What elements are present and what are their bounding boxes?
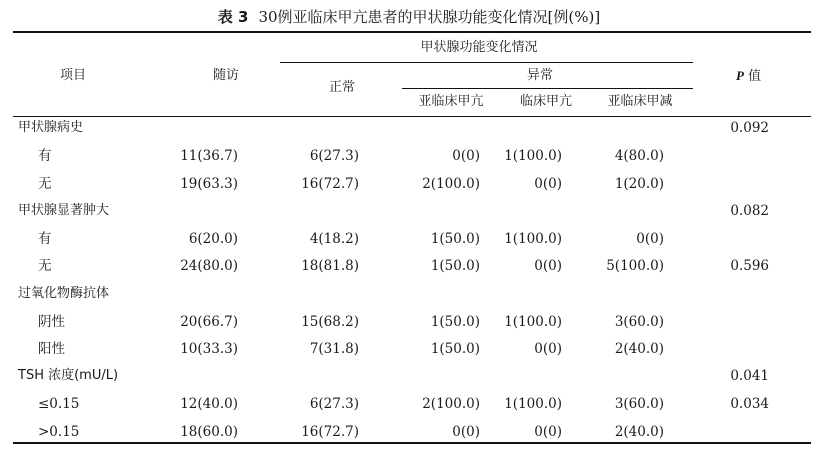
cell-sub-hyper: 2(100.0): [422, 176, 480, 192]
cell-sub-hyper: 1(50.0): [430, 258, 480, 274]
cell-p-value: 0.034: [730, 396, 769, 412]
cell-sub-hypo: 1(20.0): [614, 176, 664, 192]
cell-followup: 12(40.0): [180, 396, 238, 412]
cell-sub-hyper: 1(50.0): [430, 231, 480, 247]
cell-followup: 10(33.3): [180, 341, 238, 357]
row-sublabel: ≤0.15: [38, 396, 80, 412]
table-caption: [0, 6, 818, 27]
abnormal-underline: [402, 88, 693, 89]
table-label: 表 3: [217, 8, 249, 26]
cell-clin-hyper: 0(0): [534, 258, 562, 274]
header-item: 项目: [60, 68, 87, 83]
cell-sub-hypo: 4(80.0): [614, 148, 664, 164]
cell-sub-hyper: 1(50.0): [430, 341, 480, 357]
cell-sub-hypo: 3(60.0): [614, 314, 664, 330]
bottom-rule: [13, 442, 811, 444]
row-category-label: 过氧化物酶抗体: [18, 286, 110, 301]
row-sublabel: 阳性: [38, 341, 65, 357]
cell-sub-hyper: 1(50.0): [430, 314, 480, 330]
cell-p-value: 0.082: [730, 203, 769, 219]
row-sublabel: 有: [38, 148, 52, 164]
cell-normal: 15(68.2): [301, 314, 359, 330]
cell-normal: 6(27.3): [309, 148, 359, 164]
row-sublabel: 无: [38, 176, 52, 192]
header-p-value: P 值: [736, 68, 762, 84]
row-sublabel: 无: [38, 258, 52, 274]
cell-followup: 20(66.7): [180, 314, 238, 330]
header-sub-hyper: 亚临床甲亢: [418, 94, 484, 109]
cell-sub-hypo: 0(0): [636, 231, 664, 247]
header-normal: 正常: [328, 80, 356, 95]
cell-clin-hyper: 0(0): [534, 176, 562, 192]
cell-sub-hypo: 2(40.0): [614, 341, 664, 357]
cell-normal: 16(72.7): [301, 424, 359, 440]
header-sub-hypo: 亚临床甲减: [607, 94, 673, 109]
header-abnormal: 异常: [526, 68, 554, 83]
table-title: 30例亚临床甲亢患者的甲状腺功能变化情况[例(%)]: [258, 8, 601, 26]
cell-clin-hyper: 1(100.0): [504, 148, 562, 164]
cell-normal: 18(81.8): [301, 258, 359, 274]
header-clin-hyper: 临床甲亢: [519, 94, 573, 109]
cell-p-value: 0.092: [730, 120, 769, 136]
header-group: 甲状腺功能变化情况: [420, 40, 538, 55]
cell-followup: 19(63.3): [180, 176, 238, 192]
cell-sub-hypo: 3(60.0): [614, 396, 664, 412]
cell-normal: 6(27.3): [309, 396, 359, 412]
row-sublabel: 阴性: [38, 314, 65, 330]
cell-clin-hyper: 0(0): [534, 341, 562, 357]
cell-sub-hyper: 0(0): [452, 424, 480, 440]
cell-clin-hyper: 1(100.0): [504, 231, 562, 247]
cell-followup: 18(60.0): [180, 424, 238, 440]
cell-followup: 24(80.0): [180, 258, 238, 274]
cell-sub-hypo: 5(100.0): [606, 258, 664, 274]
cell-followup: 6(20.0): [188, 231, 238, 247]
group-underline: [280, 62, 693, 63]
row-sublabel: 有: [38, 231, 52, 247]
top-rule: [13, 31, 811, 33]
cell-clin-hyper: 0(0): [534, 424, 562, 440]
row-category-label: TSH 浓度(mU/L): [18, 368, 119, 383]
cell-followup: 11(36.7): [180, 148, 238, 164]
cell-p-value: 0.041: [730, 368, 769, 384]
header-followup: 随访: [213, 68, 240, 83]
cell-sub-hypo: 2(40.0): [614, 424, 664, 440]
row-category-label: 甲状腺显著肿大: [18, 203, 110, 218]
cell-clin-hyper: 1(100.0): [504, 314, 562, 330]
row-sublabel: >0.15: [38, 424, 80, 440]
cell-clin-hyper: 1(100.0): [504, 396, 562, 412]
cell-normal: 7(31.8): [309, 341, 359, 357]
cell-normal: 16(72.7): [301, 176, 359, 192]
header-rule: [13, 116, 811, 117]
cell-sub-hyper: 0(0): [452, 148, 480, 164]
row-category-label: 甲状腺病史: [18, 120, 84, 135]
cell-normal: 4(18.2): [309, 231, 359, 247]
cell-p-value: 0.596: [730, 258, 769, 274]
cell-sub-hyper: 2(100.0): [422, 396, 480, 412]
